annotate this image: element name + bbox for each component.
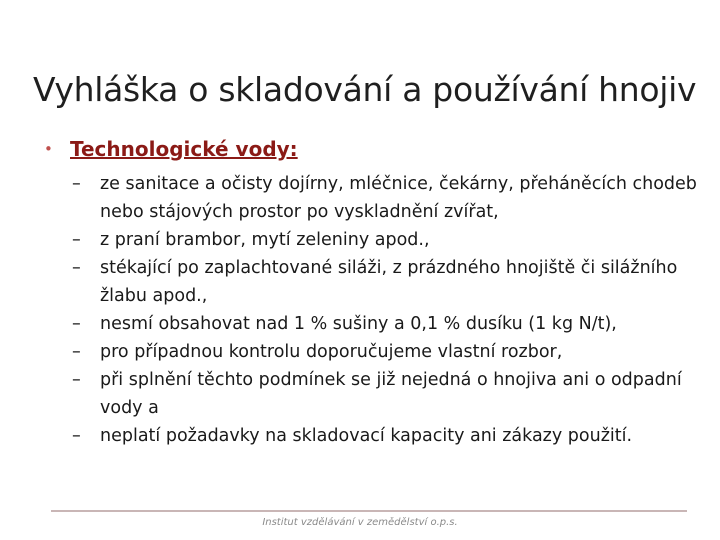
list-item (72, 422, 702, 450)
bullet-dot-icon: • (44, 140, 53, 158)
footer-text: Institut vzdělávání v zemědělství o.p.s. (262, 517, 458, 528)
slide-title: Vyhláška o skladování a používání hnojiv (33, 70, 697, 109)
list-item-text: ze sanitace a očisty dojírny, mléčnice, čekárny, přeháněcích chodeb nebo stájových prostor po vyskladnění zvířat, (100, 174, 697, 222)
dash-icon: – (72, 258, 81, 278)
list-item-text: při splnění těchto podmínek se již nejedná o hnojiva ani o odpadní vody a (100, 370, 682, 418)
dash-icon: – (72, 174, 81, 194)
list-item-text: stékající po zaplachtované siláži, z prázdného hnojiště či silážního žlabu apod., (100, 258, 678, 306)
list-item (72, 366, 702, 422)
dash-icon: – (72, 230, 81, 250)
bullet-heading: Technologické vody: (70, 137, 298, 161)
list-item (72, 254, 702, 310)
list-item-text: neplatí požadavky na skladovací kapacity ani zákazy použití. (100, 426, 633, 446)
sub-bullet-list (72, 170, 702, 450)
list-item (72, 226, 702, 254)
dash-icon: – (72, 370, 81, 390)
list-item-text: pro případnou kontrolu doporučujeme vlastní rozbor, (100, 342, 563, 362)
list-item (72, 338, 702, 366)
dash-icon: – (72, 426, 81, 446)
list-item-text: nesmí obsahovat nad 1 % sušiny a 0,1 % dusíku (1 kg N/t), (100, 314, 617, 334)
bullet-technological-waters (44, 134, 298, 164)
dash-icon: – (72, 342, 81, 362)
list-item (72, 310, 702, 338)
dash-icon: – (72, 314, 81, 334)
list-item-text: z praní brambor, mytí zeleniny apod., (100, 230, 430, 250)
footer-divider (51, 510, 687, 512)
list-item (72, 170, 702, 226)
